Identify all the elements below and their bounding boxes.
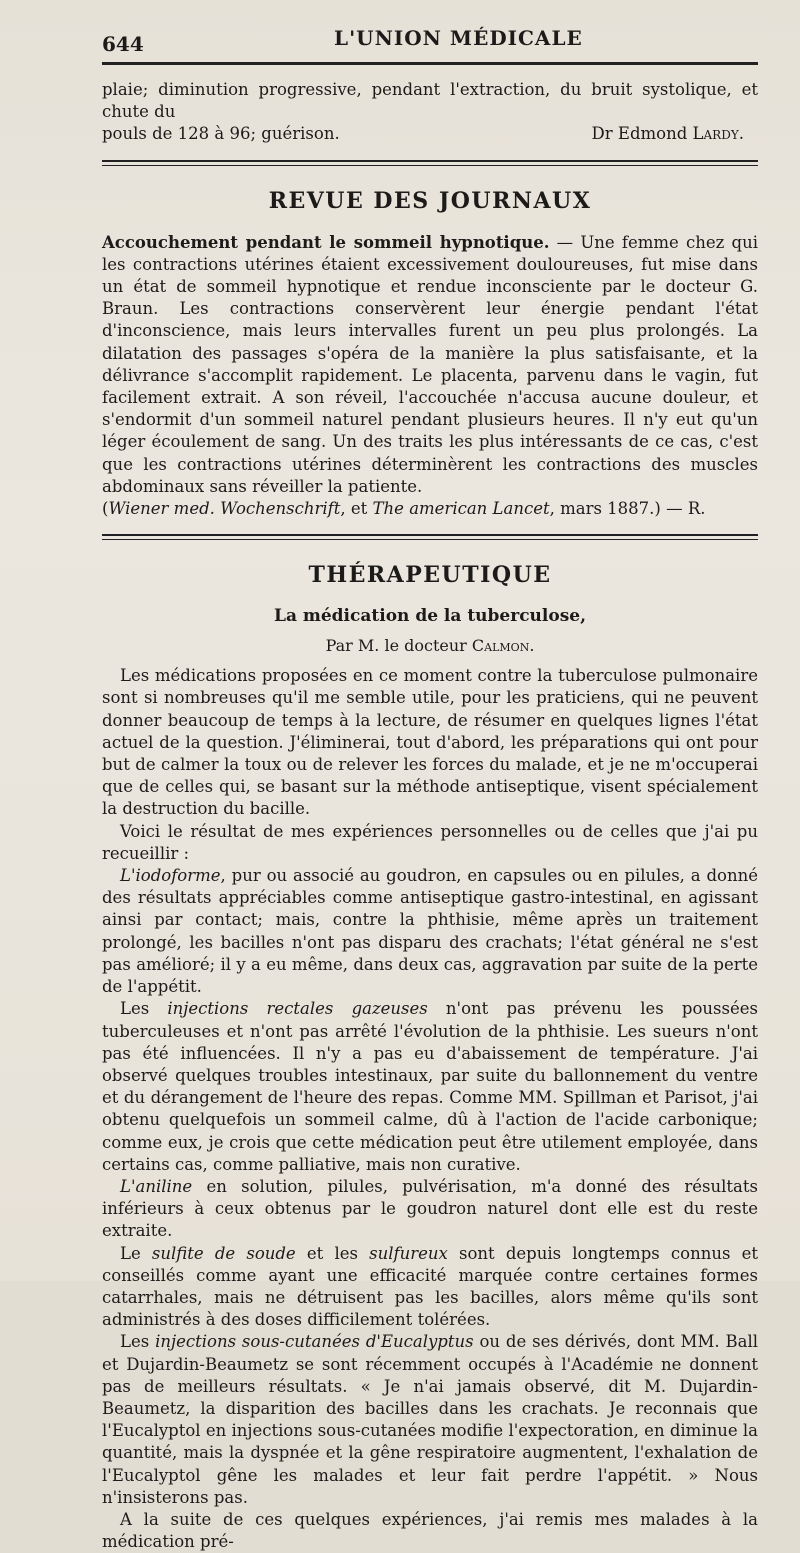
article-byline	[102, 636, 758, 655]
source-open: (	[102, 499, 109, 519]
previous-article-line-1: plaie; diminution progressive, pendant l'extraction, du bruit systolique, et chute du	[102, 80, 758, 122]
revue-article-title: Accouchement pendant le sommeil hypnotique.	[102, 232, 550, 252]
term-aniline: L'aniline	[120, 1176, 193, 1196]
previous-article-line-2	[102, 123, 758, 145]
p7-prefix: Les	[120, 1332, 156, 1352]
paragraph-injections-rectales-text: n'ont pas prévenu les poussées tuberculeuses et n'ont pas arrêté l'évolution de la phthisie. Les sueurs n'ont pas été influencées. Il n'y a pas eu d'abaissement de température. J'ai observé quelques troubles intestinaux, par suite du ballonnement du ventre et du dérangement de l'heure des repas. Comme MM. Spillman et Parisot, j'ai obtenu quelquefois un sommeil calme, dû à l'action de l'acide carbonique; comme eux, je crois que cette médication peut être utilement employée, dans certains cas, comme palliative, mais non curative.	[102, 999, 758, 1174]
running-head	[102, 22, 758, 58]
author-signature	[592, 123, 744, 145]
paragraph-iodoforme-text: , pur ou associé au goudron, en capsules ou en pilules, a donné des résultats appréciables comme antiseptique gastro-intestinal, en agissant ainsi par contact; mais, contre la phthisie, même après un traitement prolongé, les bacilles n'ont pas disparu des crachats; l'état général ne s'est pas amélioré; il y a eu même, dans deux cas, aggravation par suite de la perte de l'appétit.	[102, 866, 758, 997]
term-sulfureux: sulfureux	[369, 1243, 448, 1263]
term-sulfite: sulfite de soude	[151, 1243, 296, 1263]
paragraph-1: Les médications proposées en ce moment contre la tuberculose pulmonaire sont si nombreuses qu'il me semble utile, pour les praticiens, qui ne peuvent donner beaucoup de temps à la lecture, de résumer en quelques lignes l'état actuel de la question. J'éliminerai, tout d'abord, les préparations qui ont pour but de calmer la toux ou de relever les forces du malade, et je ne m'occuperai que de celles qui, se basant sur la méthode antiseptique, visent spécialement la destruction du bacille.	[102, 666, 758, 819]
revue-article-body: — Une femme chez qui les contractions utérines étaient excessivement douloureuses, fut mise dans un état de sommeil hypnotique et rendue inconsciente par le docteur G. Braun. Les contractions conservèrent leur énergie pendant l'état d'inconscience, mais leurs intervalles furent un peu plus prolongés. La dilatation des passages s'opéra de la manière la plus satisfaisante, et la délivrance s'accomplit rapidement. Le placenta, parvenu dans le vagin, fut facilement extrait. A son réveil, l'accouchée n'accusa aucune douleur, et s'endormit d'un sommeil naturel pendant plusieurs heures. Il n'y eut qu'un léger écoulement de sang. Un des traits les plus intéressants de ce cas, c'est que les contractions utérines déterminèrent les contractions des muscles abdominaux sans réveiller la patiente.	[102, 232, 758, 496]
section-rule-1	[102, 160, 758, 166]
section-rule-2	[102, 534, 758, 540]
article-subtitle: La médication de la tuberculose,	[273, 606, 587, 627]
source-mid: , et	[340, 499, 373, 519]
paragraph-sulfite-text: sont depuis longtemps connus et conseillés comme ayant une efficacité marquée contre certaines formes catarrhales, mais ne détruisent pas les bacilles, alors même qu'ils sont administrés à des doses difficilement tolérées.	[102, 1243, 758, 1330]
page-number: 644	[102, 32, 144, 56]
byline-prefix: Par M. le docteur	[325, 636, 472, 656]
paragraph-eucalyptus-text: ou de ses dérivés, dont MM. Ball et Dujardin-Beaumetz se sont récemment occupés à l'Académie ne donnent pas de meilleurs résultats. « Je n'ai jamais observé, dit M. Dujardin-Beaumetz, la disparition des bacilles dans les crachats. Je reconnais que l'Eucalyptol en injections sous-cutanées modifie l'expectoration, en diminue la quantité, mais la dyspnée et la gêne respiratoire augmentent, l'exhalation de l'Eucalyptol gêne les malades et leur fait perdre l'appétit. » Nous n'insisterons pas.	[102, 1332, 758, 1507]
section-heading-revue: REVUE DES JOURNAUX	[268, 187, 592, 214]
term-eucalyptus: injections sous-cutanées d'Eucalyptus	[155, 1332, 474, 1352]
header-rule	[102, 62, 758, 65]
source-wiener: Wiener med. Wochenschrift	[108, 499, 341, 519]
previous-article-ending	[102, 79, 758, 146]
signature-prefix: Dr	[591, 124, 618, 144]
p4-prefix: Les	[120, 999, 168, 1019]
journal-title: L'UNION MÉDICALE	[334, 26, 583, 50]
paragraph-iodoforme	[102, 865, 758, 998]
p6-mid: et les	[295, 1243, 370, 1263]
paragraph-aniline	[102, 1176, 758, 1243]
therapeutique-body	[102, 665, 758, 1553]
revue-paragraph	[102, 232, 758, 521]
term-injections-rectales: injections rectales gazeuses	[167, 999, 428, 1019]
source-lancet: The american Lancet	[372, 499, 550, 519]
source-end: , mars 1887.) — R.	[549, 499, 706, 519]
paragraph-2: Voici le résultat de mes expériences personnelles ou de celles que j'ai pu recueillir :	[102, 821, 758, 863]
term-iodoforme: L'iodoforme	[120, 866, 221, 886]
section-heading-therapeutique: THÉRAPEUTIQUE	[308, 562, 552, 589]
paragraph-injections-rectales	[102, 998, 758, 1176]
signature-name: Edmond	[617, 124, 693, 144]
paragraph-eucalyptus	[102, 1331, 758, 1509]
paragraph-sulfite	[102, 1243, 758, 1332]
paragraph-final: A la suite de ces quelques expériences, j'ai remis mes malades à la médication pré-	[102, 1509, 758, 1552]
signature-surname: Lardy.	[692, 124, 744, 144]
p6-prefix: Le	[120, 1243, 152, 1263]
revue-article	[102, 232, 758, 521]
previous-article-line-2-text: pouls de 128 à 96; guérison.	[102, 124, 340, 144]
paragraph-aniline-text: en solution, pilules, pulvérisation, m'a donné des résultats inférieurs à ceux obtenus par le goudron naturel dont elle est du reste extraite.	[102, 1176, 758, 1241]
byline-author: Calmon.	[471, 636, 535, 656]
